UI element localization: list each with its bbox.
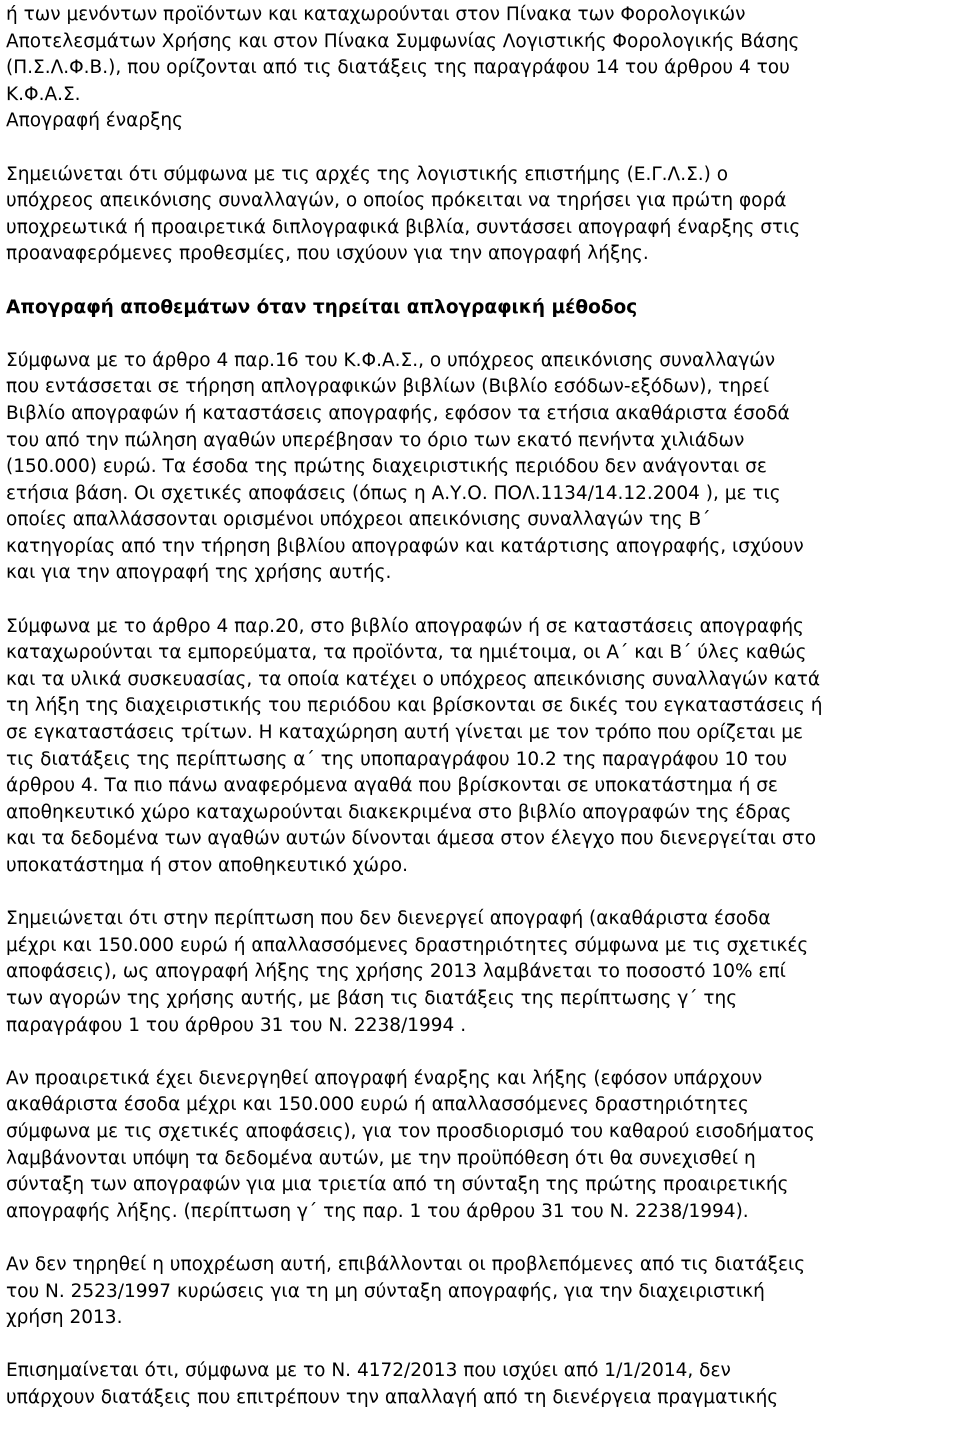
text-line: των αγορών της χρήσης αυτής, με βάση τις διατάξεις της περίπτωσης γ΄ της xyxy=(6,987,738,1009)
text-line: Σύμφωνα με το άρθρο 4 παρ.16 του Κ.Φ.Α.Σ., ο υπόχρεος απεικόνισης συναλλαγών xyxy=(6,349,776,371)
text-line: Σημειώνεται ότι στην περίπτωση που δεν διενεργεί απογραφή (ακαθάριστα έσοδα xyxy=(6,908,771,930)
text-line: παραγράφου 1 του άρθρου 31 του Ν. 2238/1994 . xyxy=(6,1014,467,1036)
spacer xyxy=(6,1039,956,1066)
opening-inventory-paragraph xyxy=(6,162,956,268)
text-line: υπόχρεος απεικόνισης συναλλαγών, ο οποίος πρόκειται να τηρήσει για πρώτη φορά xyxy=(6,190,787,212)
spacer xyxy=(6,880,956,907)
text-line: αποθηκευτικό χώρο καταχωρούνται διακεκριμένα στο βιβλίο απογραφών της έδρας xyxy=(6,801,792,823)
section-title-opening-inventory: Απογραφή έναρξης xyxy=(6,110,183,132)
text-line: του από την πώληση αγαθών υπερέβησαν το όριο των εκατό πενήντα χιλιάδων xyxy=(6,429,745,451)
text-line: τις διατάξεις της περίπτωσης α΄ της υποπαραγράφου 10.2 της παραγράφου 10 του xyxy=(6,748,788,770)
text-line: σύμφωνα με τις σχετικές αποφάσεις), για τον προσδιορισμό του καθαρού εισοδήματος xyxy=(6,1120,815,1142)
text-line: που εντάσσεται σε τήρηση απλογραφικών βιβλίων (Βιβλίο εσόδων-εξόδων), τηρεί xyxy=(6,376,770,398)
text-line: και για την απογραφή της χρήσης αυτής. xyxy=(6,562,392,584)
text-line: Αν προαιρετικά έχει διενεργηθεί απογραφή έναρξης και λήξης (εφόσον υπάρχουν xyxy=(6,1067,763,1089)
section-heading-single-entry: Απογραφή αποθεμάτων όταν τηρείται απλογραφική μέθοδος xyxy=(6,296,638,318)
text-line: αποφάσεις), ως απογραφή λήξης της χρήσης 2013 λαμβάνεται το ποσοστό 10% επί xyxy=(6,961,786,983)
spacer xyxy=(6,1332,956,1359)
text-line: άρθρου 4. Τα πιο πάνω αναφερόμενα αγαθά που βρίσκονται σε υποκατάστημα ή σε xyxy=(6,775,778,797)
text-line: ή των μενόντων προϊόντων και καταχωρούνται στον Πίνακα των Φορολογικών xyxy=(6,4,746,25)
text-line: υποκατάστημα ή στον αποθηκευτικό χώρο. xyxy=(6,855,408,876)
text-line: Σημειώνεται ότι σύμφωνα με τις αρχές της λογιστικής επιστήμης (Ε.Γ.Λ.Σ.) ο xyxy=(6,163,729,185)
paragraph-optional-inventory xyxy=(6,1066,956,1226)
text-line: ακαθάριστα έσοδα μέχρι και 150.000 ευρώ ή απαλλασσόμενες δραστηριότητες xyxy=(6,1094,749,1116)
spacer xyxy=(6,321,956,348)
text-line: τη λήξη της διαχειριστικής του περιόδου και βρίσκονται σε δικές του εγκαταστάσεις ή xyxy=(6,695,823,717)
text-line: οποίες απαλλάσσονται ορισμένοι υπόχρεοι απεικόνισης συναλλαγών της Β΄ xyxy=(6,509,711,531)
text-line: απογραφής λήξης. (περίπτωση γ΄ της παρ. 1 του άρθρου 31 του Ν. 2238/1994). xyxy=(6,1200,749,1222)
text-line: προαναφερόμενες προθεσμίες, που ισχύουν για την απογραφή λήξης. xyxy=(6,243,649,265)
text-line: κατηγορίας από την τήρηση βιβλίου απογραφών και κατάρτισης απογραφής, ισχύουν xyxy=(6,535,804,557)
text-line: σύνταξη των απογραφών για μια τριετία από τη σύνταξη της πρώτης προαιρετικής xyxy=(6,1174,789,1196)
text-line: Επισημαίνεται ότι, σύμφωνα με το Ν. 4172/2013 που ισχύει από 1/1/2014, δεν xyxy=(6,1360,731,1382)
paragraph-penalties xyxy=(6,1252,956,1332)
text-line: μέχρι και 150.000 ευρώ ή απαλλασσόμενες δραστηριότητες σύμφωνα με τις σχετικές xyxy=(6,934,809,956)
spacer xyxy=(6,1225,956,1252)
text-line: και τα δεδομένα των αγαθών αυτών δίνονται άμεσα στον έλεγχο που διενεργείται στο xyxy=(6,828,817,850)
text-line: ετήσια βάση. Οι σχετικές αποφάσεις (όπως η Α.Υ.Ο. ΠΟΛ.1134/14.12.2004 ), με τις xyxy=(6,482,781,504)
text-line: χρήση 2013. xyxy=(6,1307,123,1329)
text-line: Βιβλίο απογραφών ή καταστάσεις απογραφής, εφόσον τα ετήσια ακαθάριστα έσοδά xyxy=(6,402,790,424)
text-line: καταχωρούνται τα εμπορεύματα, τα προϊόντα, τα ημιέτοιμα, οι Α΄ και Β΄ ύλες καθώς xyxy=(6,642,807,664)
spacer xyxy=(6,268,956,295)
text-line: και τα υλικά συσκευασίας, τα οποία κατέχει ο υπόχρεος απεικόνισης συναλλαγών κατά xyxy=(6,668,821,690)
text-line: σε εγκαταστάσεις τρίτων. Η καταχώρηση αυτή γίνεται με τον τρόπο που ορίζεται με xyxy=(6,722,804,744)
intro-paragraph xyxy=(6,2,956,108)
paragraph-article-4-par-20 xyxy=(6,614,956,880)
text-line: (150.000) ευρώ. Τα έσοδα της πρώτης διαχειριστικής περιόδου δεν ανάγονται σε xyxy=(6,456,767,478)
spacer xyxy=(6,587,956,614)
paragraph-article-4-par-16 xyxy=(6,348,956,587)
text-line: Αν δεν τηρηθεί η υποχρέωση αυτή, επιβάλλονται οι προβλεπόμενες από τις διατάξεις xyxy=(6,1253,806,1275)
text-line: του Ν. 2523/1997 κυρώσεις για τη μη σύνταξη απογραφής, για την διαχειριστική xyxy=(6,1280,765,1302)
text-line: (Π.Σ.Λ.Φ.Β.), που ορίζονται από τις διατάξεις της παραγράφου 14 του άρθρου 4 του xyxy=(6,57,790,79)
text-line: Αποτελεσμάτων Χρήσης και στον Πίνακα Συμφωνίας Λογιστικής Φορολογικής Βάσης xyxy=(6,30,800,52)
text-line: λαμβάνονται υπόψη τα δεδομένα αυτών, με την προϋπόθεση ότι θα συνεχισθεί η xyxy=(6,1147,756,1169)
paragraph-law-4172-note xyxy=(6,1358,956,1411)
paragraph-no-inventory-note xyxy=(6,906,956,1039)
text-line: Σύμφωνα με το άρθρο 4 παρ.20, στο βιβλίο απογραφών ή σε καταστάσεις απογραφής xyxy=(6,615,804,637)
text-line: Κ.Φ.Α.Σ. xyxy=(6,83,81,105)
spacer xyxy=(6,135,956,162)
text-line: υπάρχουν διατάξεις που επιτρέπουν την απαλλαγή από τη διενέργεια πραγματικής xyxy=(6,1386,779,1408)
text-line: υποχρεωτικά ή προαιρετικά διπλογραφικά βιβλία, συντάσσει απογραφή έναρξης στις xyxy=(6,216,801,238)
document-page xyxy=(6,2,956,1411)
